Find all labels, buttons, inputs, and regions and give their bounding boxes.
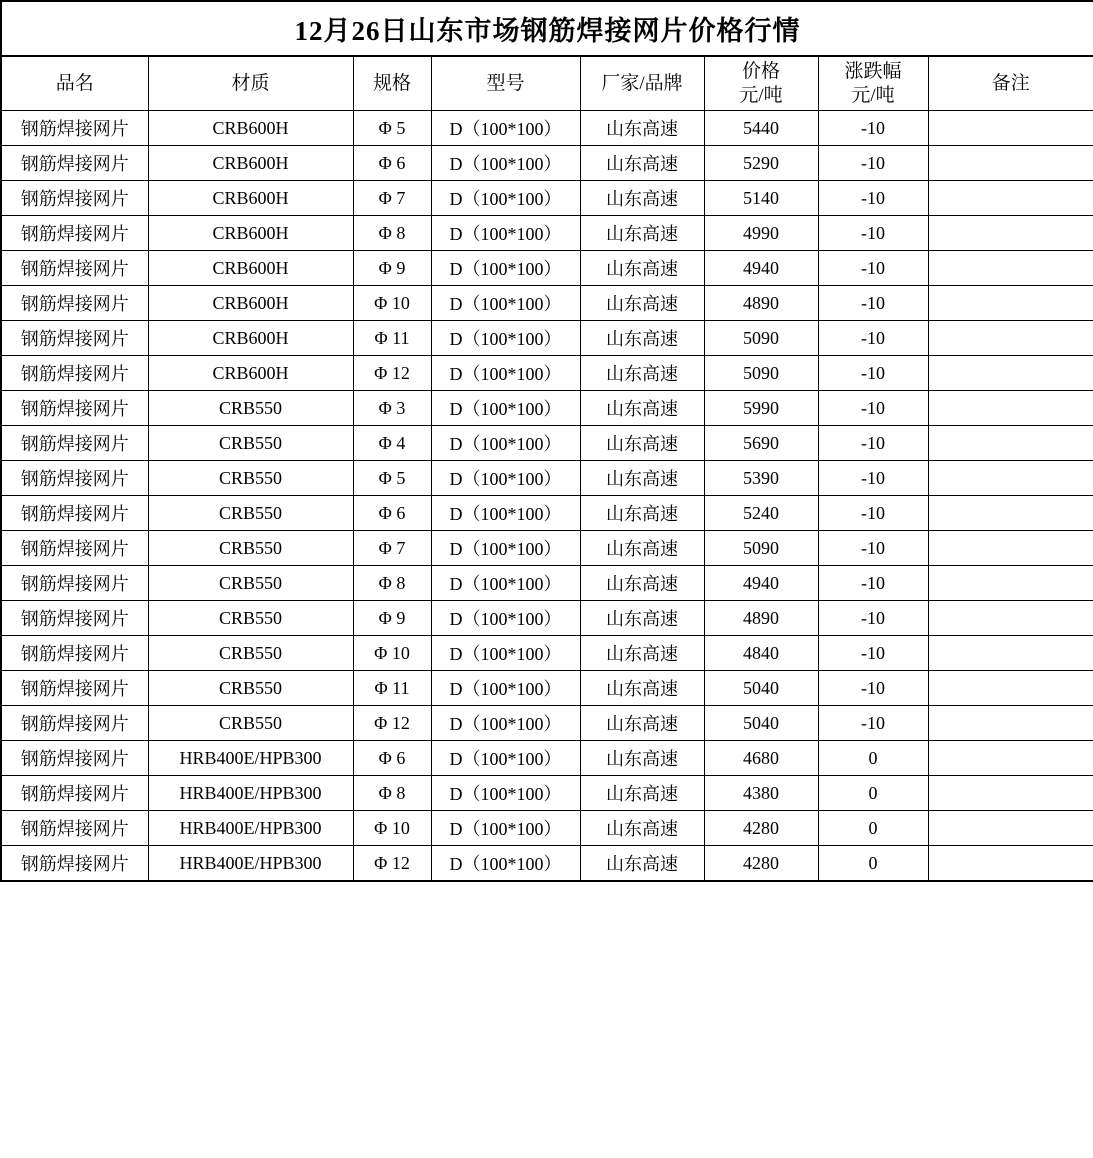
cell-spec: Φ 7 bbox=[353, 531, 431, 566]
cell-brand: 山东高速 bbox=[580, 321, 704, 356]
cell-model: D（100*100） bbox=[431, 601, 580, 636]
cell-price: 5090 bbox=[704, 321, 818, 356]
cell-price: 5290 bbox=[704, 146, 818, 181]
cell-brand: 山东高速 bbox=[580, 251, 704, 286]
cell-spec: Φ 9 bbox=[353, 601, 431, 636]
cell-remark bbox=[928, 321, 1093, 356]
cell-brand: 山东高速 bbox=[580, 776, 704, 811]
cell-material: CRB600H bbox=[148, 146, 353, 181]
cell-brand: 山东高速 bbox=[580, 601, 704, 636]
cell-material: CRB550 bbox=[148, 426, 353, 461]
table-row bbox=[1, 741, 1093, 776]
table-row bbox=[1, 636, 1093, 671]
cell-material: CRB550 bbox=[148, 461, 353, 496]
cell-change: -10 bbox=[818, 181, 928, 216]
cell-product: 钢筋焊接网片 bbox=[1, 636, 148, 671]
cell-brand: 山东高速 bbox=[580, 146, 704, 181]
cell-material: CRB600H bbox=[148, 356, 353, 391]
cell-brand: 山东高速 bbox=[580, 671, 704, 706]
cell-product: 钢筋焊接网片 bbox=[1, 321, 148, 356]
table-row bbox=[1, 776, 1093, 811]
cell-change: -10 bbox=[818, 391, 928, 426]
title-row bbox=[1, 1, 1093, 56]
cell-product: 钢筋焊接网片 bbox=[1, 111, 148, 146]
cell-change: -10 bbox=[818, 111, 928, 146]
cell-remark bbox=[928, 461, 1093, 496]
cell-brand: 山东高速 bbox=[580, 496, 704, 531]
cell-spec: Φ 12 bbox=[353, 356, 431, 391]
cell-spec: Φ 7 bbox=[353, 181, 431, 216]
cell-product: 钢筋焊接网片 bbox=[1, 671, 148, 706]
cell-product: 钢筋焊接网片 bbox=[1, 741, 148, 776]
cell-brand: 山东高速 bbox=[580, 636, 704, 671]
cell-change: -10 bbox=[818, 146, 928, 181]
cell-brand: 山东高速 bbox=[580, 566, 704, 601]
table-body bbox=[1, 111, 1093, 881]
cell-remark bbox=[928, 181, 1093, 216]
table-row bbox=[1, 601, 1093, 636]
cell-remark bbox=[928, 426, 1093, 461]
cell-price: 5690 bbox=[704, 426, 818, 461]
cell-price: 4990 bbox=[704, 216, 818, 251]
cell-change: -10 bbox=[818, 671, 928, 706]
cell-spec: Φ 6 bbox=[353, 741, 431, 776]
table-row bbox=[1, 216, 1093, 251]
cell-model: D（100*100） bbox=[431, 706, 580, 741]
cell-material: CRB550 bbox=[148, 496, 353, 531]
cell-remark bbox=[928, 216, 1093, 251]
cell-spec: Φ 6 bbox=[353, 146, 431, 181]
cell-change: 0 bbox=[818, 846, 928, 881]
cell-change: -10 bbox=[818, 531, 928, 566]
cell-model: D（100*100） bbox=[431, 391, 580, 426]
column-header: 价格 元/吨 bbox=[704, 56, 818, 111]
table-row bbox=[1, 706, 1093, 741]
cell-spec: Φ 11 bbox=[353, 321, 431, 356]
cell-remark bbox=[928, 111, 1093, 146]
cell-remark bbox=[928, 776, 1093, 811]
cell-product: 钢筋焊接网片 bbox=[1, 846, 148, 881]
cell-remark bbox=[928, 846, 1093, 881]
cell-price: 5240 bbox=[704, 496, 818, 531]
cell-model: D（100*100） bbox=[431, 636, 580, 671]
table-row bbox=[1, 531, 1093, 566]
cell-change: -10 bbox=[818, 216, 928, 251]
cell-product: 钢筋焊接网片 bbox=[1, 251, 148, 286]
cell-product: 钢筋焊接网片 bbox=[1, 811, 148, 846]
column-header: 厂家/品牌 bbox=[580, 56, 704, 111]
cell-price: 4840 bbox=[704, 636, 818, 671]
column-header: 涨跌幅 元/吨 bbox=[818, 56, 928, 111]
cell-brand: 山东高速 bbox=[580, 811, 704, 846]
cell-material: CRB550 bbox=[148, 671, 353, 706]
table-row bbox=[1, 286, 1093, 321]
cell-model: D（100*100） bbox=[431, 216, 580, 251]
cell-model: D（100*100） bbox=[431, 811, 580, 846]
cell-spec: Φ 12 bbox=[353, 706, 431, 741]
cell-remark bbox=[928, 671, 1093, 706]
cell-remark bbox=[928, 706, 1093, 741]
cell-brand: 山东高速 bbox=[580, 706, 704, 741]
cell-change: -10 bbox=[818, 286, 928, 321]
cell-change: -10 bbox=[818, 251, 928, 286]
cell-price: 4940 bbox=[704, 251, 818, 286]
cell-remark bbox=[928, 146, 1093, 181]
cell-model: D（100*100） bbox=[431, 741, 580, 776]
cell-model: D（100*100） bbox=[431, 321, 580, 356]
cell-price: 5090 bbox=[704, 531, 818, 566]
cell-remark bbox=[928, 566, 1093, 601]
cell-price: 4940 bbox=[704, 566, 818, 601]
cell-spec: Φ 8 bbox=[353, 566, 431, 601]
cell-change: -10 bbox=[818, 356, 928, 391]
cell-price: 5040 bbox=[704, 671, 818, 706]
cell-remark bbox=[928, 811, 1093, 846]
cell-brand: 山东高速 bbox=[580, 461, 704, 496]
cell-remark bbox=[928, 741, 1093, 776]
cell-material: CRB600H bbox=[148, 321, 353, 356]
cell-material: CRB550 bbox=[148, 566, 353, 601]
cell-model: D（100*100） bbox=[431, 566, 580, 601]
cell-remark bbox=[928, 251, 1093, 286]
cell-product: 钢筋焊接网片 bbox=[1, 531, 148, 566]
cell-model: D（100*100） bbox=[431, 776, 580, 811]
cell-model: D（100*100） bbox=[431, 846, 580, 881]
cell-change: -10 bbox=[818, 636, 928, 671]
table-row bbox=[1, 846, 1093, 881]
cell-spec: Φ 10 bbox=[353, 286, 431, 321]
cell-product: 钢筋焊接网片 bbox=[1, 566, 148, 601]
cell-product: 钢筋焊接网片 bbox=[1, 356, 148, 391]
cell-material: CRB600H bbox=[148, 286, 353, 321]
cell-product: 钢筋焊接网片 bbox=[1, 286, 148, 321]
cell-spec: Φ 12 bbox=[353, 846, 431, 881]
cell-brand: 山东高速 bbox=[580, 216, 704, 251]
cell-product: 钢筋焊接网片 bbox=[1, 391, 148, 426]
table-row bbox=[1, 391, 1093, 426]
cell-material: CRB550 bbox=[148, 531, 353, 566]
cell-product: 钢筋焊接网片 bbox=[1, 146, 148, 181]
cell-material: HRB400E/HPB300 bbox=[148, 776, 353, 811]
cell-material: CRB550 bbox=[148, 706, 353, 741]
cell-change: -10 bbox=[818, 706, 928, 741]
cell-model: D（100*100） bbox=[431, 356, 580, 391]
cell-model: D（100*100） bbox=[431, 146, 580, 181]
table-row bbox=[1, 671, 1093, 706]
cell-remark bbox=[928, 531, 1093, 566]
cell-product: 钢筋焊接网片 bbox=[1, 706, 148, 741]
cell-material: CRB550 bbox=[148, 391, 353, 426]
cell-price: 5440 bbox=[704, 111, 818, 146]
cell-remark bbox=[928, 286, 1093, 321]
cell-model: D（100*100） bbox=[431, 111, 580, 146]
cell-price: 4280 bbox=[704, 811, 818, 846]
cell-change: -10 bbox=[818, 601, 928, 636]
cell-product: 钢筋焊接网片 bbox=[1, 216, 148, 251]
cell-material: HRB400E/HPB300 bbox=[148, 846, 353, 881]
cell-model: D（100*100） bbox=[431, 426, 580, 461]
cell-spec: Φ 6 bbox=[353, 496, 431, 531]
cell-price: 4380 bbox=[704, 776, 818, 811]
cell-material: CRB600H bbox=[148, 251, 353, 286]
table-row bbox=[1, 566, 1093, 601]
cell-model: D（100*100） bbox=[431, 181, 580, 216]
cell-model: D（100*100） bbox=[431, 286, 580, 321]
cell-material: CRB600H bbox=[148, 111, 353, 146]
cell-spec: Φ 11 bbox=[353, 671, 431, 706]
cell-brand: 山东高速 bbox=[580, 846, 704, 881]
cell-spec: Φ 10 bbox=[353, 811, 431, 846]
cell-price: 4280 bbox=[704, 846, 818, 881]
cell-spec: Φ 5 bbox=[353, 461, 431, 496]
cell-brand: 山东高速 bbox=[580, 426, 704, 461]
cell-spec: Φ 9 bbox=[353, 251, 431, 286]
cell-brand: 山东高速 bbox=[580, 531, 704, 566]
cell-price: 5040 bbox=[704, 706, 818, 741]
cell-price: 5090 bbox=[704, 356, 818, 391]
cell-model: D（100*100） bbox=[431, 496, 580, 531]
cell-product: 钢筋焊接网片 bbox=[1, 426, 148, 461]
cell-product: 钢筋焊接网片 bbox=[1, 461, 148, 496]
column-header: 规格 bbox=[353, 56, 431, 111]
cell-product: 钢筋焊接网片 bbox=[1, 601, 148, 636]
cell-model: D（100*100） bbox=[431, 531, 580, 566]
table-row bbox=[1, 461, 1093, 496]
cell-spec: Φ 8 bbox=[353, 216, 431, 251]
cell-change: -10 bbox=[818, 566, 928, 601]
table-row bbox=[1, 111, 1093, 146]
header-row bbox=[1, 56, 1093, 111]
table-row bbox=[1, 426, 1093, 461]
cell-material: HRB400E/HPB300 bbox=[148, 811, 353, 846]
cell-spec: Φ 8 bbox=[353, 776, 431, 811]
cell-change: 0 bbox=[818, 776, 928, 811]
table-row bbox=[1, 496, 1093, 531]
cell-price: 5390 bbox=[704, 461, 818, 496]
cell-model: D（100*100） bbox=[431, 461, 580, 496]
table-row bbox=[1, 181, 1093, 216]
cell-price: 5990 bbox=[704, 391, 818, 426]
table-row bbox=[1, 321, 1093, 356]
cell-remark bbox=[928, 496, 1093, 531]
table-row bbox=[1, 251, 1093, 286]
cell-spec: Φ 4 bbox=[353, 426, 431, 461]
cell-model: D（100*100） bbox=[431, 251, 580, 286]
cell-price: 5140 bbox=[704, 181, 818, 216]
column-header: 备注 bbox=[928, 56, 1093, 111]
cell-material: CRB600H bbox=[148, 181, 353, 216]
cell-spec: Φ 5 bbox=[353, 111, 431, 146]
cell-change: -10 bbox=[818, 496, 928, 531]
cell-change: -10 bbox=[818, 426, 928, 461]
cell-price: 4890 bbox=[704, 601, 818, 636]
cell-product: 钢筋焊接网片 bbox=[1, 776, 148, 811]
table-row bbox=[1, 146, 1093, 181]
cell-remark bbox=[928, 636, 1093, 671]
cell-brand: 山东高速 bbox=[580, 391, 704, 426]
cell-remark bbox=[928, 356, 1093, 391]
cell-change: 0 bbox=[818, 811, 928, 846]
cell-brand: 山东高速 bbox=[580, 356, 704, 391]
cell-remark bbox=[928, 391, 1093, 426]
cell-spec: Φ 10 bbox=[353, 636, 431, 671]
cell-material: CRB600H bbox=[148, 216, 353, 251]
cell-brand: 山东高速 bbox=[580, 286, 704, 321]
cell-brand: 山东高速 bbox=[580, 741, 704, 776]
column-header: 品名 bbox=[1, 56, 148, 111]
cell-change: -10 bbox=[818, 321, 928, 356]
cell-material: CRB550 bbox=[148, 636, 353, 671]
column-header: 材质 bbox=[148, 56, 353, 111]
cell-product: 钢筋焊接网片 bbox=[1, 496, 148, 531]
cell-price: 4680 bbox=[704, 741, 818, 776]
cell-brand: 山东高速 bbox=[580, 111, 704, 146]
cell-material: HRB400E/HPB300 bbox=[148, 741, 353, 776]
cell-change: 0 bbox=[818, 741, 928, 776]
cell-spec: Φ 3 bbox=[353, 391, 431, 426]
cell-change: -10 bbox=[818, 461, 928, 496]
cell-model: D（100*100） bbox=[431, 671, 580, 706]
cell-material: CRB550 bbox=[148, 601, 353, 636]
cell-remark bbox=[928, 601, 1093, 636]
page-title: 12月26日山东市场钢筋焊接网片价格行情 bbox=[1, 1, 1093, 56]
table-row bbox=[1, 811, 1093, 846]
column-header: 型号 bbox=[431, 56, 580, 111]
cell-price: 4890 bbox=[704, 286, 818, 321]
cell-brand: 山东高速 bbox=[580, 181, 704, 216]
table-row bbox=[1, 356, 1093, 391]
cell-product: 钢筋焊接网片 bbox=[1, 181, 148, 216]
